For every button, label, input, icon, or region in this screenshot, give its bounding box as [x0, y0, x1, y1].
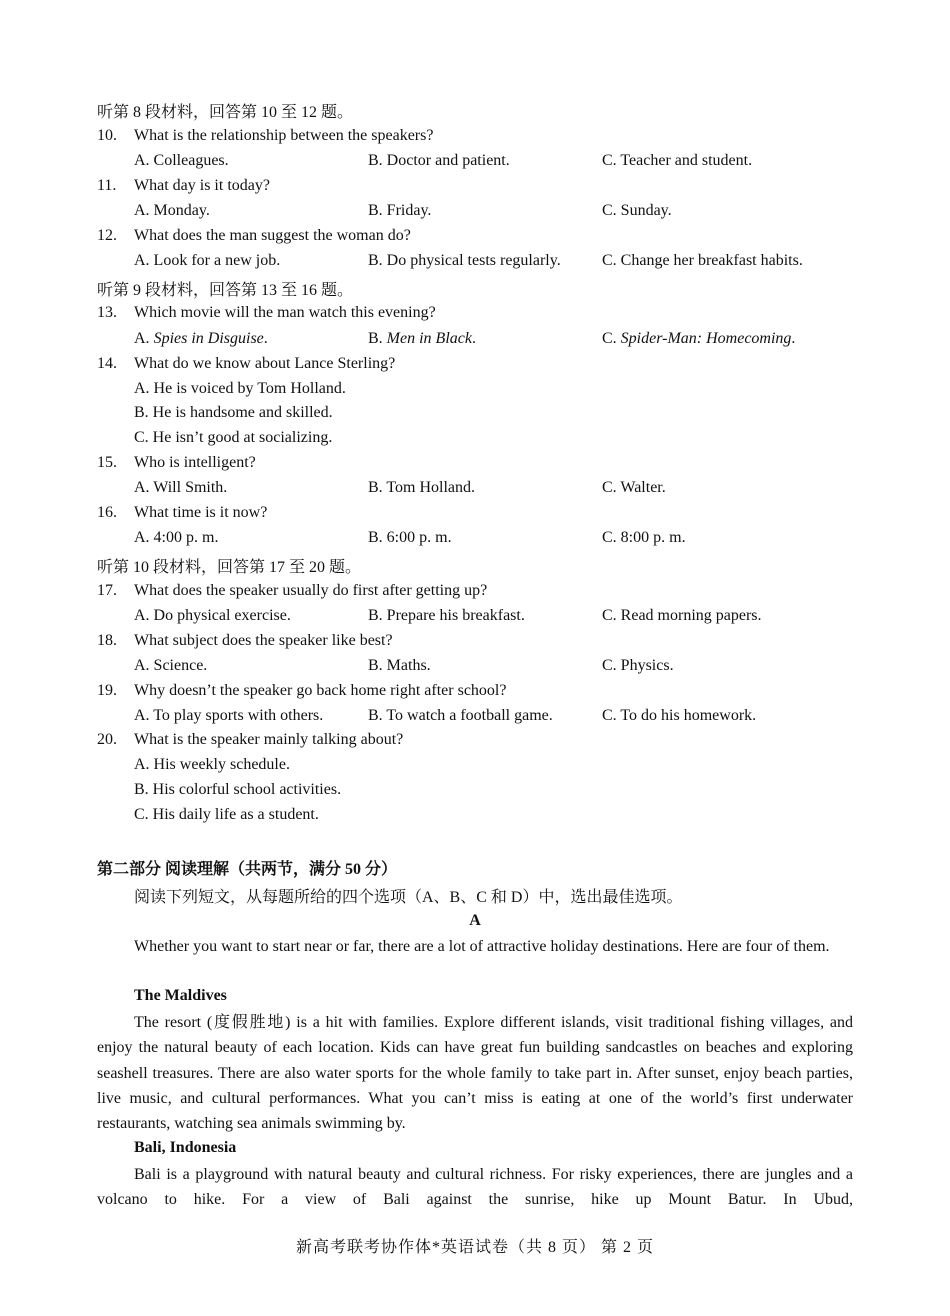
q17-option-a: A. Do physical exercise.: [134, 607, 291, 624]
q17-option-c: C. Read morning papers.: [602, 607, 762, 624]
q20-option-a: A. His weekly schedule.: [134, 756, 290, 773]
question-number: 14.: [97, 355, 117, 372]
q20-option-b: B. His colorful school activities.: [134, 781, 342, 798]
question-number: 16.: [97, 504, 117, 521]
question-number: 11.: [97, 177, 117, 194]
question-number: 19.: [97, 682, 117, 699]
q13-option-c: [602, 330, 795, 348]
question-text: What is the speaker mainly talking about?: [134, 731, 404, 748]
option-letter: A.: [134, 330, 154, 347]
movie-title: Men in Black: [386, 330, 472, 347]
bali-heading: Bali, Indonesia: [134, 1139, 237, 1156]
q14-option-a: A. He is voiced by Tom Holland.: [134, 380, 346, 397]
question-number: 17.: [97, 582, 117, 599]
question-number: 13.: [97, 304, 117, 321]
question-number: 20.: [97, 731, 117, 748]
q19-option-b: B. To watch a football game.: [368, 707, 553, 724]
q20-option-c: C. His daily life as a student.: [134, 806, 319, 823]
q16-option-b: B. 6:00 p. m.: [368, 529, 452, 546]
q12-option-c: C. Change her breakfast habits.: [602, 252, 803, 269]
question-13: [97, 304, 436, 322]
question-text: What time is it now?: [134, 504, 268, 521]
maldives-heading: The Maldives: [134, 987, 227, 1004]
question-19: [97, 682, 506, 700]
option-letter: B.: [368, 330, 387, 347]
q10-option-c: C. Teacher and student.: [602, 152, 753, 169]
question-number: 10.: [97, 127, 117, 144]
reading-instruction: 阅读下列短文，从每题所给的四个选项（A、B、C 和 D）中，选出最佳选项。: [134, 889, 683, 906]
question-17: [97, 582, 487, 600]
q10-option-a: A. Colleagues.: [134, 152, 229, 169]
question-10: [97, 127, 433, 145]
q17-option-b: B. Prepare his breakfast.: [368, 607, 525, 624]
movie-title: Spies in Disguise: [153, 330, 264, 347]
option-letter: C.: [602, 330, 621, 347]
q11-option-a: A. Monday.: [134, 202, 210, 219]
listening-section-8-heading: 听第 8 段材料，回答第 10 至 12 题。: [97, 104, 354, 121]
question-number: 12.: [97, 227, 117, 244]
page-footer: 新高考联考协作体*英语试卷（共 8 页） 第 2 页: [295, 1239, 654, 1256]
bali-paragraph: Bali is a playground with natural beauty and cultural richness. For risky experiences, there are jungles and a volcano to hike. For a view of Bali against the sunrise, hike up Mount Batur. In Ubud,: [97, 1166, 853, 1209]
question-text: What day is it today?: [134, 177, 270, 194]
question-number: 18.: [97, 632, 117, 649]
option-period: .: [263, 330, 268, 347]
q12-option-a: A. Look for a new job.: [134, 252, 281, 269]
question-text: What is the relationship between the speakers?: [134, 127, 434, 144]
option-period: .: [791, 330, 796, 347]
question-text: What does the speaker usually do first after getting up?: [134, 582, 488, 599]
q13-option-b: [368, 330, 476, 348]
question-text: What does the man suggest the woman do?: [134, 227, 411, 244]
listening-section-10-heading: 听第 10 段材料，回答第 17 至 20 题。: [97, 559, 362, 576]
q12-option-b: B. Do physical tests regularly.: [368, 252, 561, 269]
q10-option-b: B. Doctor and patient.: [368, 152, 510, 169]
q19-option-c: C. To do his homework.: [602, 707, 757, 724]
q13-option-a: [134, 330, 268, 348]
q18-option-a: A. Science.: [134, 657, 208, 674]
movie-title: Spider-Man: Homecoming: [620, 330, 792, 347]
question-15: [97, 454, 256, 472]
question-text: Which movie will the man watch this evening?: [134, 304, 436, 321]
passage-intro: Whether you want to start near or far, there are a lot of attractive holiday destinations. Here are four of them.: [134, 938, 830, 955]
question-12: [97, 227, 411, 245]
question-20: [97, 731, 403, 749]
question-16: [97, 504, 267, 522]
listening-section-9-heading: 听第 9 段材料，回答第 13 至 16 题。: [97, 282, 354, 299]
q14-option-b: B. He is handsome and skilled.: [134, 404, 333, 421]
question-number: 15.: [97, 454, 117, 471]
q15-option-b: B. Tom Holland.: [368, 479, 476, 496]
question-text: Why doesn’t the speaker go back home right after school?: [134, 682, 507, 699]
question-11: [97, 177, 270, 195]
question-14: [97, 355, 395, 373]
q15-option-a: A. Will Smith.: [134, 479, 228, 496]
maldives-paragraph: The resort (度假胜地) is a hit with families. Explore different islands, visit traditional fishing villages, and enjoy the natural beauty of each location. Kids can have great fun building sandcastles on beaches and exploring seashell treasures. There are also water sports for the whole family to take part in. After sunset, enjoy beach parties, live music, and cultural performances. What you can’t miss is eating at one of the world’s first underwater restaurants, watching sea animals swimming by.: [97, 1014, 853, 1133]
option-period: .: [471, 330, 476, 347]
q15-option-c: C. Walter.: [602, 479, 666, 496]
q14-option-c: C. He isn’t good at socializing.: [134, 429, 333, 446]
question-18: [97, 632, 393, 650]
q11-option-b: B. Friday.: [368, 202, 432, 219]
question-text: What subject does the speaker like best?: [134, 632, 393, 649]
q19-option-a: A. To play sports with others.: [134, 707, 324, 724]
q16-option-c: C. 8:00 p. m.: [602, 529, 686, 546]
passage-label: A: [469, 912, 481, 929]
q18-option-c: C. Physics.: [602, 657, 674, 674]
question-text: What do we know about Lance Sterling?: [134, 355, 396, 372]
q16-option-a: A. 4:00 p. m.: [134, 529, 219, 546]
question-text: Who is intelligent?: [134, 454, 256, 471]
q11-option-c: C. Sunday.: [602, 202, 672, 219]
q18-option-b: B. Maths.: [368, 657, 431, 674]
reading-part-title: 第二部分 阅读理解（共两节，满分 50 分）: [97, 861, 398, 878]
